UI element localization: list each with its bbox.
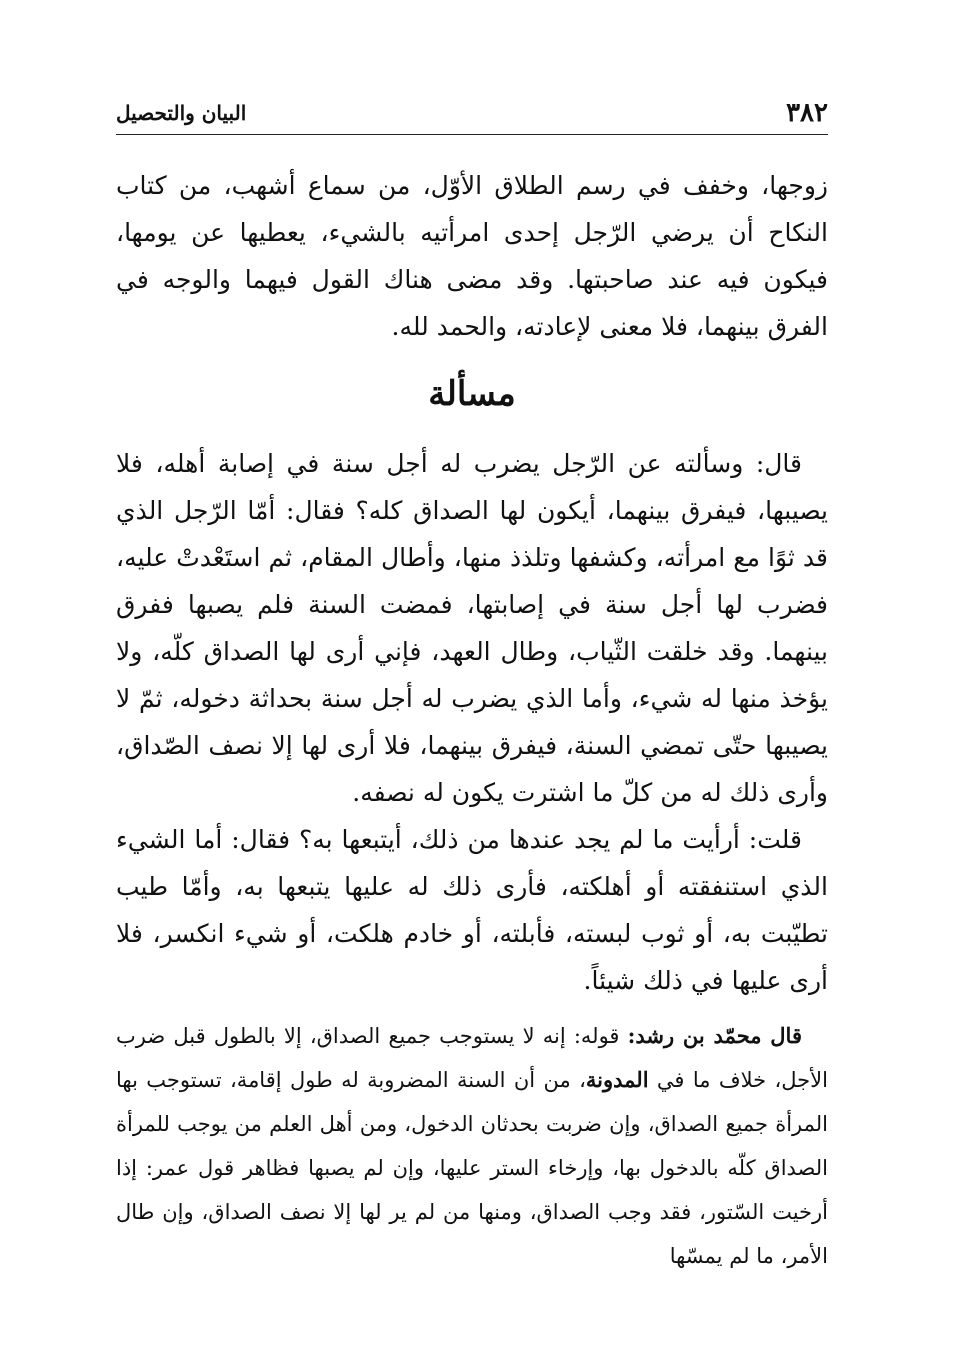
running-title: البيان والتحصيل	[116, 101, 247, 125]
question-paragraph-1: قال: وسألته عن الرّجل يضرب له أجل سنة في إصابة أهله، فلا يصيبها، فيفرق بينهما، أيكون لها الصداق كله؟ فقال: أمّا الرّجل الذي قد ثوًا مع امرأته، وكشفها وتلذذ منها، وأطال المقام، ثم استَعْدتْ عليه، فضرب لها أجل سنة في إصابتها، فمضت السنة فلم يصبها ففرق بينهما. وقد خلقت الثّياب، وطال العهد، فإني أرى لها الصداق كلّه، ولا يؤخذ منها له شيء، وأما الذي يضرب له أجل سنة بحداثة دخوله، ثمّ لا يصيبها حتّى تمضي السنة، فيفرق بينهما، فلا أرى لها إلا نصف الصّداق، وأرى ذلك له من كلّ ما اشترت يكون له نصفه.	[116, 449, 828, 807]
commentary-text-2: ، من أن السنة المضروبة له طول إقامة، تستوجب بها المرأة جميع الصداق، وإن ضربت بحدثان الدخول، ومن أهل العلم من يوجب للمرأة الصداق كلّه بالدخول بها، وإرخاء الستر عليها، وإن لم يصبها فظاهر قول عمر: إذا أرخيت السّتور، فقد وجب الصداق، ومنها من لم ير لها إلا نصف الصداق، وإن طال الأمر، ما لم يمسّها	[116, 1068, 828, 1268]
page-number: ٣٨٢	[786, 98, 828, 128]
page-body	[116, 162, 828, 1278]
commentary-paragraph	[116, 1014, 828, 1278]
intro-paragraph: زوجها، وخفف في رسم الطلاق الأوّل، من سماع أشهب، من كتاب النكاح أن يرضي الرّجل إحدى امرأتيه بالشيء، يعطيها عن يومها، فيكون فيه عند صاحبتها. وقد مضى هناك القول فيهما والوجه في الفرق بينهما، فلا معنى لإعادته، والحمد لله.	[116, 171, 828, 341]
page-header	[116, 96, 828, 130]
commentary-speaker: قال محمّد بن رشد:	[627, 1023, 802, 1048]
section-heading: مسألة	[428, 374, 516, 414]
header-divider	[116, 134, 828, 135]
commentary-source-name: المدونة	[585, 1067, 649, 1092]
commentary-block	[116, 1014, 828, 1278]
commentary-text-1: قوله: إنه لا يستوجب جميع الصداق، إلا بالطول قبل ضرب الأجل، خلاف ما في	[116, 1024, 828, 1092]
question-paragraph-2: قلت: أرأيت ما لم يجد عندها من ذلك، أيتبعها به؟ فقال: أما الشيء الذي استنفقته أو أهلكته، فأرى ذلك له عليها يتبعها به، وأمّا طيب تطيّبت به، أو ثوب لبسته، فأبلته، أو خادم هلكت، أو شيء انكسر، فلا أرى عليها في ذلك شيئاً.	[116, 825, 828, 995]
